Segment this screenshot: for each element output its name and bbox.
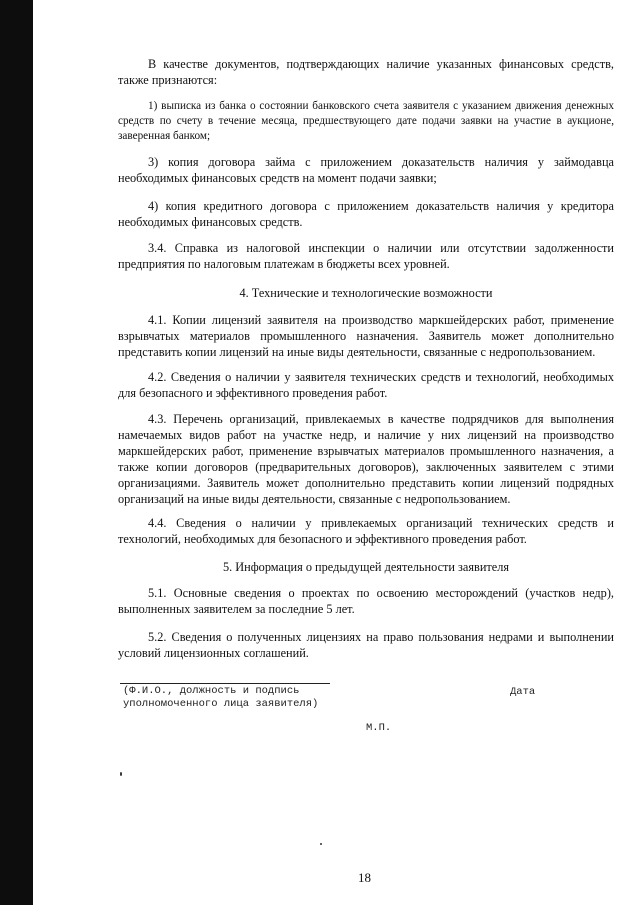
paragraph-4-1: 4.1. Копии лицензий заявителя на производство маркшейдерских работ, применение взрывчатых материалов промышленного назначения. Заявитель может дополнительно представить копии лицензий на иные виды деятельности, связанные с недропользованием. [118,313,614,359]
scan-speck [320,843,322,845]
signature-caption-line2: уполномоченного лица заявителя) [123,698,319,710]
signature-line [120,683,330,684]
section-heading-5: 5. Информация о предыдущей деятельности заявителя [222,560,510,574]
date-label: Дата [510,686,536,698]
stamp-label: М.П. [366,722,392,734]
page-number: 18 [358,870,371,885]
paragraph-5-2: 5.2. Сведения о полученных лицензиях на право пользования недрами и выполнении условий лицензионных соглашений. [118,630,614,660]
list-item-4: 4) копия кредитного договора с приложением доказательств наличия у кредитора необходимых финансовых средств. [118,199,614,229]
paragraph-4-3: 4.3. Перечень организаций, привлекаемых в качестве подрядчиков для выполнения намечаемых видов работ на участке недр, и наличие у них лицензий на производство маркшейдерских работ, применение взрывчатых материалов промышленного назначения, а также копии договоров (предварительных договоров), заключенных заявителем с этими организациями. Заявитель может дополнительно представить копии лицензий подрядных организаций на иные виды деятельности, связанные с недропользованием. [118,412,614,506]
signature-caption-line1: (Ф.И.О., должность и подпись [123,685,300,697]
intro-paragraph: В качестве документов, подтверждающих наличие указанных финансовых средств, также признаются: [118,57,614,87]
list-item-3: 3) копия договора займа с приложением доказательств наличия у займодавца необходимых финансовых средств на момент подачи заявки; [118,155,614,185]
paragraph-4-2: 4.2. Сведения о наличии у заявителя технических средств и технологий, необходимых для безопасного и эффективного проведения работ. [118,370,614,400]
list-item-1: 1) выписка из банка о состоянии банковского счета заявителя с указанием движения денежных средств по счету в течение месяца, предшествующего дате подачи заявки на участие в аукционе, заверенная банком; [118,100,614,142]
paragraph-4-4: 4.4. Сведения о наличии у привлекаемых организаций технических средств и технологий, необходимых для безопасного и эффективного проведения работ. [118,516,614,546]
scan-speck [120,772,122,776]
paragraph-3-4: 3.4. Справка из налоговой инспекции о наличии или отсутствии задолженности предприятия по налоговым платежам в бюджеты всех уровней. [118,241,614,271]
section-heading-4: 4. Технические и технологические возможности [239,286,493,300]
paragraph-5-1: 5.1. Основные сведения о проектах по освоению месторождений (участков недр), выполненных заявителем за последние 5 лет. [118,586,614,616]
scan-edge-shadow [0,0,33,905]
